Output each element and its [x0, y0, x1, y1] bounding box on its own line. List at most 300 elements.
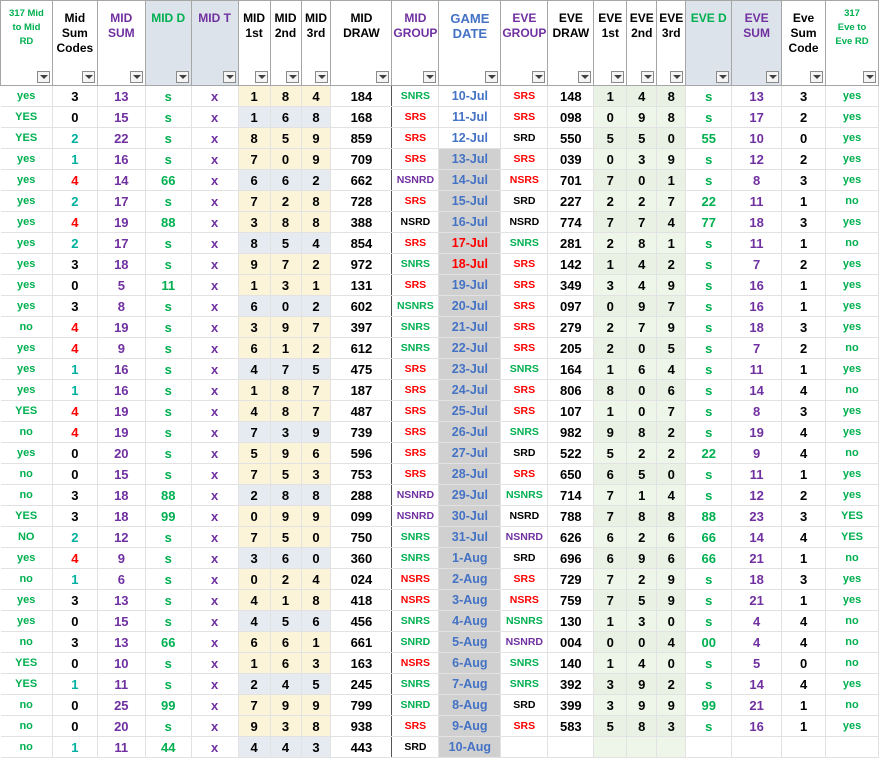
filter-dropdown-icon[interactable] [863, 71, 876, 83]
cell-mid-to-mid-rd[interactable]: YES [1, 128, 53, 149]
header-eve-sum-code[interactable] [782, 1, 826, 86]
cell-mid-sum-codes[interactable]: 4 [52, 338, 97, 359]
cell-mid-1st[interactable]: 8 [238, 128, 270, 149]
cell-eve-group[interactable]: SRS [501, 380, 548, 401]
cell-mid-1st[interactable]: 6 [238, 632, 270, 653]
cell-mid-t[interactable]: x [191, 170, 238, 191]
cell-eve-to-eve-rd[interactable]: YES [826, 527, 879, 548]
cell-mid-sum-codes[interactable]: 2 [52, 128, 97, 149]
header-mid-1st[interactable] [238, 1, 270, 86]
cell-mid-group[interactable]: SRS [392, 191, 439, 212]
cell-eve-sum[interactable]: 8 [732, 401, 782, 422]
cell-mid-sum-codes[interactable]: 4 [52, 401, 97, 422]
cell-mid-group[interactable]: SRS [392, 359, 439, 380]
cell-mid-1st[interactable]: 4 [238, 590, 270, 611]
cell-eve-d[interactable]: s [686, 674, 732, 695]
cell-mid-draw[interactable]: 750 [331, 527, 392, 548]
cell-mid-1st[interactable]: 7 [238, 149, 270, 170]
cell-eve-d[interactable]: 66 [686, 548, 732, 569]
cell-mid-sum[interactable]: 18 [97, 506, 145, 527]
cell-game-date[interactable]: 13-Jul [439, 149, 501, 170]
cell-mid-d[interactable]: 66 [145, 170, 191, 191]
cell-mid-d[interactable]: 44 [145, 737, 191, 758]
cell-eve-sum-code[interactable]: 4 [782, 674, 826, 695]
cell-mid-sum[interactable]: 10 [97, 653, 145, 674]
cell-mid-sum-codes[interactable]: 3 [52, 590, 97, 611]
cell-eve-sum-code[interactable]: 3 [782, 569, 826, 590]
cell-eve-d[interactable]: s [686, 149, 732, 170]
cell-mid-to-mid-rd[interactable]: yes [1, 86, 53, 107]
cell-mid-sum-codes[interactable]: 3 [52, 506, 97, 527]
cell-eve-group[interactable]: NSNRD [501, 632, 548, 653]
cell-mid-draw[interactable]: 475 [331, 359, 392, 380]
cell-eve-draw[interactable]: 696 [548, 548, 594, 569]
cell-mid-sum-codes[interactable]: 0 [52, 653, 97, 674]
cell-eve-2nd[interactable]: 4 [627, 275, 657, 296]
cell-eve-group[interactable]: SRS [501, 569, 548, 590]
cell-mid-3rd[interactable]: 6 [301, 611, 331, 632]
cell-eve-1st[interactable]: 0 [594, 149, 627, 170]
cell-mid-to-mid-rd[interactable]: yes [1, 359, 53, 380]
cell-mid-2nd[interactable]: 6 [270, 632, 301, 653]
cell-eve-1st[interactable]: 1 [594, 254, 627, 275]
cell-eve-to-eve-rd[interactable]: yes [826, 422, 879, 443]
cell-mid-d[interactable]: s [145, 359, 191, 380]
cell-eve-sum-code[interactable]: 3 [782, 170, 826, 191]
cell-mid-t[interactable]: x [191, 611, 238, 632]
cell-eve-2nd[interactable]: 6 [627, 359, 657, 380]
cell-eve-group[interactable]: SRS [501, 254, 548, 275]
cell-game-date[interactable]: 14-Jul [439, 170, 501, 191]
cell-mid-3rd[interactable]: 1 [301, 632, 331, 653]
cell-mid-1st[interactable]: 1 [238, 86, 270, 107]
filter-dropdown-icon[interactable] [611, 71, 624, 83]
cell-mid-group[interactable]: NSRS [392, 590, 439, 611]
cell-eve-d[interactable]: s [686, 569, 732, 590]
cell-eve-to-eve-rd[interactable]: yes [826, 716, 879, 737]
cell-mid-1st[interactable]: 4 [238, 401, 270, 422]
cell-eve-1st[interactable]: 6 [594, 527, 627, 548]
cell-eve-3rd[interactable]: 4 [657, 212, 686, 233]
cell-mid-1st[interactable]: 7 [238, 191, 270, 212]
cell-mid-to-mid-rd[interactable]: yes [1, 443, 53, 464]
cell-mid-to-mid-rd[interactable]: no [1, 485, 53, 506]
cell-mid-sum-codes[interactable]: 4 [52, 212, 97, 233]
cell-eve-3rd[interactable]: 1 [657, 170, 686, 191]
cell-mid-t[interactable]: x [191, 107, 238, 128]
cell-mid-2nd[interactable]: 8 [270, 380, 301, 401]
cell-mid-draw[interactable]: 739 [331, 422, 392, 443]
cell-eve-2nd[interactable]: 2 [627, 527, 657, 548]
cell-eve-sum[interactable]: 11 [732, 464, 782, 485]
cell-mid-t[interactable]: x [191, 506, 238, 527]
cell-eve-draw[interactable]: 349 [548, 275, 594, 296]
cell-eve-draw[interactable] [548, 737, 594, 758]
cell-eve-3rd[interactable]: 9 [657, 590, 686, 611]
cell-game-date[interactable]: 8-Aug [439, 695, 501, 716]
cell-eve-to-eve-rd[interactable] [826, 737, 879, 758]
cell-eve-2nd[interactable]: 9 [627, 695, 657, 716]
cell-mid-to-mid-rd[interactable]: yes [1, 275, 53, 296]
cell-mid-1st[interactable]: 1 [238, 275, 270, 296]
cell-mid-1st[interactable]: 2 [238, 674, 270, 695]
cell-mid-to-mid-rd[interactable]: no [1, 716, 53, 737]
cell-eve-sum[interactable]: 18 [732, 212, 782, 233]
cell-eve-group[interactable]: SRS [501, 716, 548, 737]
cell-eve-sum-code[interactable]: 1 [782, 359, 826, 380]
cell-eve-group[interactable]: SRS [501, 317, 548, 338]
cell-game-date[interactable]: 24-Jul [439, 380, 501, 401]
cell-mid-d[interactable]: s [145, 464, 191, 485]
cell-eve-group[interactable]: NSRD [501, 506, 548, 527]
cell-mid-1st[interactable]: 1 [238, 107, 270, 128]
cell-eve-1st[interactable]: 1 [594, 401, 627, 422]
cell-game-date[interactable]: 16-Jul [439, 212, 501, 233]
filter-dropdown-icon[interactable] [376, 71, 389, 83]
cell-mid-3rd[interactable]: 2 [301, 254, 331, 275]
cell-mid-sum[interactable]: 13 [97, 590, 145, 611]
cell-eve-draw[interactable]: 097 [548, 296, 594, 317]
cell-mid-to-mid-rd[interactable]: NO [1, 527, 53, 548]
cell-mid-1st[interactable]: 0 [238, 506, 270, 527]
cell-eve-sum[interactable]: 11 [732, 233, 782, 254]
cell-mid-3rd[interactable]: 8 [301, 212, 331, 233]
cell-eve-sum-code[interactable]: 4 [782, 422, 826, 443]
cell-eve-sum-code[interactable]: 3 [782, 506, 826, 527]
cell-eve-group[interactable]: SRS [501, 86, 548, 107]
cell-eve-group[interactable]: SNRS [501, 359, 548, 380]
cell-mid-draw[interactable]: 662 [331, 170, 392, 191]
cell-game-date[interactable]: 11-Jul [439, 107, 501, 128]
cell-eve-sum-code[interactable] [782, 737, 826, 758]
cell-eve-sum-code[interactable]: 3 [782, 317, 826, 338]
cell-eve-to-eve-rd[interactable]: no [826, 443, 879, 464]
cell-mid-sum-codes[interactable]: 2 [52, 191, 97, 212]
cell-eve-group[interactable]: SRS [501, 296, 548, 317]
cell-eve-sum[interactable]: 13 [732, 86, 782, 107]
cell-mid-draw[interactable]: 360 [331, 548, 392, 569]
cell-eve-sum-code[interactable]: 1 [782, 716, 826, 737]
cell-eve-2nd[interactable]: 5 [627, 590, 657, 611]
cell-eve-d[interactable]: s [686, 611, 732, 632]
cell-mid-draw[interactable]: 131 [331, 275, 392, 296]
cell-mid-1st[interactable]: 6 [238, 170, 270, 191]
cell-mid-draw[interactable]: 709 [331, 149, 392, 170]
cell-eve-sum-code[interactable]: 1 [782, 590, 826, 611]
cell-mid-2nd[interactable]: 8 [270, 485, 301, 506]
filter-dropdown-icon[interactable] [766, 71, 779, 83]
cell-mid-sum[interactable]: 25 [97, 695, 145, 716]
cell-eve-sum-code[interactable]: 1 [782, 548, 826, 569]
cell-eve-draw[interactable]: 279 [548, 317, 594, 338]
cell-eve-1st[interactable]: 1 [594, 653, 627, 674]
cell-mid-2nd[interactable]: 1 [270, 590, 301, 611]
cell-eve-2nd[interactable]: 2 [627, 191, 657, 212]
cell-eve-sum[interactable]: 23 [732, 506, 782, 527]
cell-mid-3rd[interactable]: 2 [301, 170, 331, 191]
cell-game-date[interactable]: 2-Aug [439, 569, 501, 590]
cell-game-date[interactable]: 15-Jul [439, 191, 501, 212]
filter-dropdown-icon[interactable] [130, 71, 143, 83]
cell-eve-to-eve-rd[interactable]: no [826, 191, 879, 212]
cell-mid-1st[interactable]: 4 [238, 737, 270, 758]
cell-eve-d[interactable]: s [686, 170, 732, 191]
cell-mid-group[interactable]: SRS [392, 275, 439, 296]
cell-mid-to-mid-rd[interactable]: no [1, 464, 53, 485]
cell-eve-2nd[interactable]: 7 [627, 212, 657, 233]
cell-mid-3rd[interactable]: 6 [301, 443, 331, 464]
cell-mid-d[interactable]: s [145, 422, 191, 443]
cell-mid-sum[interactable]: 12 [97, 527, 145, 548]
cell-eve-d[interactable]: s [686, 275, 732, 296]
cell-mid-to-mid-rd[interactable]: yes [1, 149, 53, 170]
cell-mid-to-mid-rd[interactable]: yes [1, 170, 53, 191]
cell-mid-2nd[interactable]: 8 [270, 401, 301, 422]
cell-eve-3rd[interactable]: 5 [657, 338, 686, 359]
cell-eve-3rd[interactable]: 7 [657, 191, 686, 212]
cell-eve-draw[interactable]: 399 [548, 695, 594, 716]
cell-eve-d[interactable]: 22 [686, 443, 732, 464]
cell-mid-draw[interactable]: 596 [331, 443, 392, 464]
cell-mid-sum[interactable]: 6 [97, 569, 145, 590]
header-mid-group[interactable] [392, 1, 439, 86]
cell-mid-draw[interactable]: 418 [331, 590, 392, 611]
cell-eve-group[interactable]: NSNRS [501, 485, 548, 506]
cell-eve-sum[interactable] [732, 737, 782, 758]
cell-mid-t[interactable]: x [191, 590, 238, 611]
cell-eve-d[interactable]: s [686, 590, 732, 611]
cell-mid-t[interactable]: x [191, 737, 238, 758]
cell-eve-to-eve-rd[interactable]: yes [826, 317, 879, 338]
cell-eve-d[interactable]: 22 [686, 191, 732, 212]
cell-eve-to-eve-rd[interactable]: yes [826, 212, 879, 233]
cell-eve-3rd[interactable]: 4 [657, 485, 686, 506]
cell-eve-3rd[interactable]: 4 [657, 632, 686, 653]
cell-eve-d[interactable]: 66 [686, 527, 732, 548]
cell-mid-1st[interactable]: 1 [238, 380, 270, 401]
cell-eve-draw[interactable]: 205 [548, 338, 594, 359]
cell-eve-1st[interactable]: 1 [594, 86, 627, 107]
cell-mid-2nd[interactable]: 4 [270, 737, 301, 758]
cell-mid-sum-codes[interactable]: 1 [52, 380, 97, 401]
cell-mid-t[interactable]: x [191, 485, 238, 506]
cell-eve-group[interactable]: NSRD [501, 212, 548, 233]
cell-mid-to-mid-rd[interactable]: yes [1, 590, 53, 611]
cell-game-date[interactable]: 19-Jul [439, 275, 501, 296]
cell-mid-d[interactable]: s [145, 674, 191, 695]
cell-eve-1st[interactable]: 5 [594, 128, 627, 149]
cell-eve-2nd[interactable]: 3 [627, 149, 657, 170]
cell-eve-draw[interactable]: 107 [548, 401, 594, 422]
cell-mid-sum-codes[interactable]: 0 [52, 275, 97, 296]
cell-eve-d[interactable]: s [686, 380, 732, 401]
cell-mid-sum[interactable]: 16 [97, 149, 145, 170]
cell-eve-3rd[interactable]: 6 [657, 527, 686, 548]
cell-eve-2nd[interactable]: 8 [627, 233, 657, 254]
cell-mid-draw[interactable]: 288 [331, 485, 392, 506]
cell-mid-group[interactable]: SNRS [392, 527, 439, 548]
cell-mid-3rd[interactable]: 4 [301, 569, 331, 590]
cell-eve-sum[interactable]: 16 [732, 716, 782, 737]
cell-mid-draw[interactable]: 938 [331, 716, 392, 737]
cell-mid-group[interactable]: SNRS [392, 674, 439, 695]
cell-mid-d[interactable]: s [145, 716, 191, 737]
cell-mid-3rd[interactable]: 5 [301, 359, 331, 380]
cell-game-date[interactable]: 31-Jul [439, 527, 501, 548]
cell-eve-sum-code[interactable]: 3 [782, 401, 826, 422]
cell-eve-3rd[interactable]: 6 [657, 548, 686, 569]
cell-eve-group[interactable]: SRS [501, 107, 548, 128]
cell-mid-to-mid-rd[interactable]: yes [1, 212, 53, 233]
cell-eve-3rd[interactable]: 8 [657, 506, 686, 527]
cell-eve-sum-code[interactable]: 2 [782, 254, 826, 275]
cell-eve-sum-code[interactable]: 1 [782, 233, 826, 254]
cell-mid-group[interactable]: SRS [392, 149, 439, 170]
header-eve-2nd[interactable] [627, 1, 657, 86]
cell-eve-group[interactable]: NSNRD [501, 527, 548, 548]
header-eve-sum[interactable] [732, 1, 782, 86]
cell-eve-1st[interactable]: 0 [594, 632, 627, 653]
cell-mid-d[interactable]: s [145, 86, 191, 107]
cell-mid-d[interactable]: 66 [145, 632, 191, 653]
cell-mid-2nd[interactable]: 3 [270, 716, 301, 737]
cell-game-date[interactable]: 28-Jul [439, 464, 501, 485]
cell-mid-group[interactable]: NSRS [392, 653, 439, 674]
filter-dropdown-icon[interactable] [255, 71, 268, 83]
cell-eve-d[interactable]: s [686, 296, 732, 317]
cell-mid-1st[interactable]: 2 [238, 485, 270, 506]
cell-mid-d[interactable]: 11 [145, 275, 191, 296]
cell-mid-draw[interactable]: 612 [331, 338, 392, 359]
cell-mid-3rd[interactable]: 4 [301, 233, 331, 254]
cell-eve-draw[interactable]: 759 [548, 590, 594, 611]
cell-eve-sum-code[interactable]: 4 [782, 632, 826, 653]
cell-mid-1st[interactable]: 7 [238, 422, 270, 443]
cell-mid-t[interactable]: x [191, 380, 238, 401]
cell-eve-3rd[interactable]: 9 [657, 695, 686, 716]
cell-mid-d[interactable]: s [145, 254, 191, 275]
cell-mid-sum[interactable]: 9 [97, 338, 145, 359]
cell-mid-3rd[interactable]: 8 [301, 716, 331, 737]
cell-mid-draw[interactable]: 388 [331, 212, 392, 233]
cell-mid-d[interactable]: s [145, 128, 191, 149]
cell-eve-d[interactable]: 88 [686, 506, 732, 527]
cell-mid-t[interactable]: x [191, 191, 238, 212]
cell-mid-group[interactable]: SRS [392, 422, 439, 443]
cell-game-date[interactable]: 1-Aug [439, 548, 501, 569]
cell-eve-sum-code[interactable]: 1 [782, 464, 826, 485]
cell-mid-to-mid-rd[interactable]: yes [1, 380, 53, 401]
cell-mid-t[interactable]: x [191, 674, 238, 695]
cell-mid-d[interactable]: s [145, 569, 191, 590]
cell-eve-group[interactable]: SRS [501, 338, 548, 359]
cell-eve-3rd[interactable]: 0 [657, 464, 686, 485]
cell-eve-draw[interactable]: 004 [548, 632, 594, 653]
cell-mid-sum-codes[interactable]: 1 [52, 149, 97, 170]
cell-mid-sum[interactable]: 20 [97, 716, 145, 737]
cell-eve-to-eve-rd[interactable]: yes [826, 569, 879, 590]
cell-mid-group[interactable]: SRS [392, 107, 439, 128]
cell-mid-3rd[interactable]: 5 [301, 674, 331, 695]
cell-mid-sum-codes[interactable]: 0 [52, 716, 97, 737]
cell-eve-2nd[interactable]: 3 [627, 611, 657, 632]
cell-eve-to-eve-rd[interactable]: yes [826, 170, 879, 191]
cell-mid-2nd[interactable]: 2 [270, 569, 301, 590]
cell-eve-draw[interactable]: 164 [548, 359, 594, 380]
cell-mid-2nd[interactable]: 8 [270, 86, 301, 107]
cell-eve-sum[interactable]: 10 [732, 128, 782, 149]
cell-mid-d[interactable]: s [145, 317, 191, 338]
cell-game-date[interactable]: 4-Aug [439, 611, 501, 632]
cell-eve-sum-code[interactable]: 1 [782, 695, 826, 716]
cell-mid-draw[interactable]: 602 [331, 296, 392, 317]
cell-eve-group[interactable]: SRS [501, 275, 548, 296]
cell-mid-t[interactable]: x [191, 86, 238, 107]
cell-eve-group[interactable]: NSNRS [501, 611, 548, 632]
cell-eve-2nd[interactable]: 7 [627, 317, 657, 338]
cell-eve-sum[interactable]: 21 [732, 590, 782, 611]
cell-eve-sum-code[interactable]: 0 [782, 653, 826, 674]
cell-mid-3rd[interactable]: 7 [301, 380, 331, 401]
cell-mid-to-mid-rd[interactable]: YES [1, 401, 53, 422]
cell-mid-sum-codes[interactable]: 0 [52, 611, 97, 632]
cell-mid-sum-codes[interactable]: 3 [52, 485, 97, 506]
cell-mid-3rd[interactable]: 2 [301, 338, 331, 359]
cell-mid-d[interactable]: s [145, 527, 191, 548]
cell-eve-sum[interactable]: 18 [732, 569, 782, 590]
cell-mid-draw[interactable]: 099 [331, 506, 392, 527]
cell-eve-draw[interactable]: 281 [548, 233, 594, 254]
cell-game-date[interactable]: 21-Jul [439, 317, 501, 338]
cell-eve-1st[interactable]: 8 [594, 380, 627, 401]
cell-mid-to-mid-rd[interactable]: yes [1, 254, 53, 275]
cell-eve-group[interactable] [501, 737, 548, 758]
cell-mid-1st[interactable]: 1 [238, 653, 270, 674]
cell-mid-to-mid-rd[interactable]: YES [1, 653, 53, 674]
cell-eve-1st[interactable]: 0 [594, 107, 627, 128]
cell-mid-group[interactable]: SNRS [392, 86, 439, 107]
cell-mid-group[interactable]: SNRS [392, 611, 439, 632]
cell-mid-sum[interactable]: 18 [97, 254, 145, 275]
cell-mid-group[interactable]: SRS [392, 464, 439, 485]
cell-mid-1st[interactable]: 9 [238, 716, 270, 737]
cell-mid-sum-codes[interactable]: 1 [52, 569, 97, 590]
cell-eve-sum[interactable]: 5 [732, 653, 782, 674]
cell-mid-group[interactable]: SRS [392, 380, 439, 401]
cell-eve-2nd[interactable]: 2 [627, 569, 657, 590]
cell-eve-1st[interactable]: 3 [594, 275, 627, 296]
cell-eve-2nd[interactable]: 8 [627, 716, 657, 737]
cell-eve-1st[interactable]: 2 [594, 233, 627, 254]
cell-mid-sum-codes[interactable]: 0 [52, 464, 97, 485]
cell-mid-1st[interactable]: 3 [238, 212, 270, 233]
cell-eve-draw[interactable]: 650 [548, 464, 594, 485]
cell-mid-1st[interactable]: 6 [238, 338, 270, 359]
cell-mid-to-mid-rd[interactable]: no [1, 569, 53, 590]
cell-mid-draw[interactable]: 184 [331, 86, 392, 107]
cell-mid-draw[interactable]: 661 [331, 632, 392, 653]
cell-eve-sum[interactable]: 16 [732, 275, 782, 296]
cell-eve-2nd[interactable]: 1 [627, 485, 657, 506]
cell-mid-to-mid-rd[interactable]: no [1, 422, 53, 443]
cell-eve-1st[interactable]: 9 [594, 422, 627, 443]
cell-mid-3rd[interactable]: 4 [301, 86, 331, 107]
cell-mid-d[interactable]: s [145, 233, 191, 254]
cell-mid-d[interactable]: 99 [145, 695, 191, 716]
cell-mid-t[interactable]: x [191, 128, 238, 149]
cell-eve-to-eve-rd[interactable]: no [826, 695, 879, 716]
cell-mid-sum[interactable]: 13 [97, 632, 145, 653]
